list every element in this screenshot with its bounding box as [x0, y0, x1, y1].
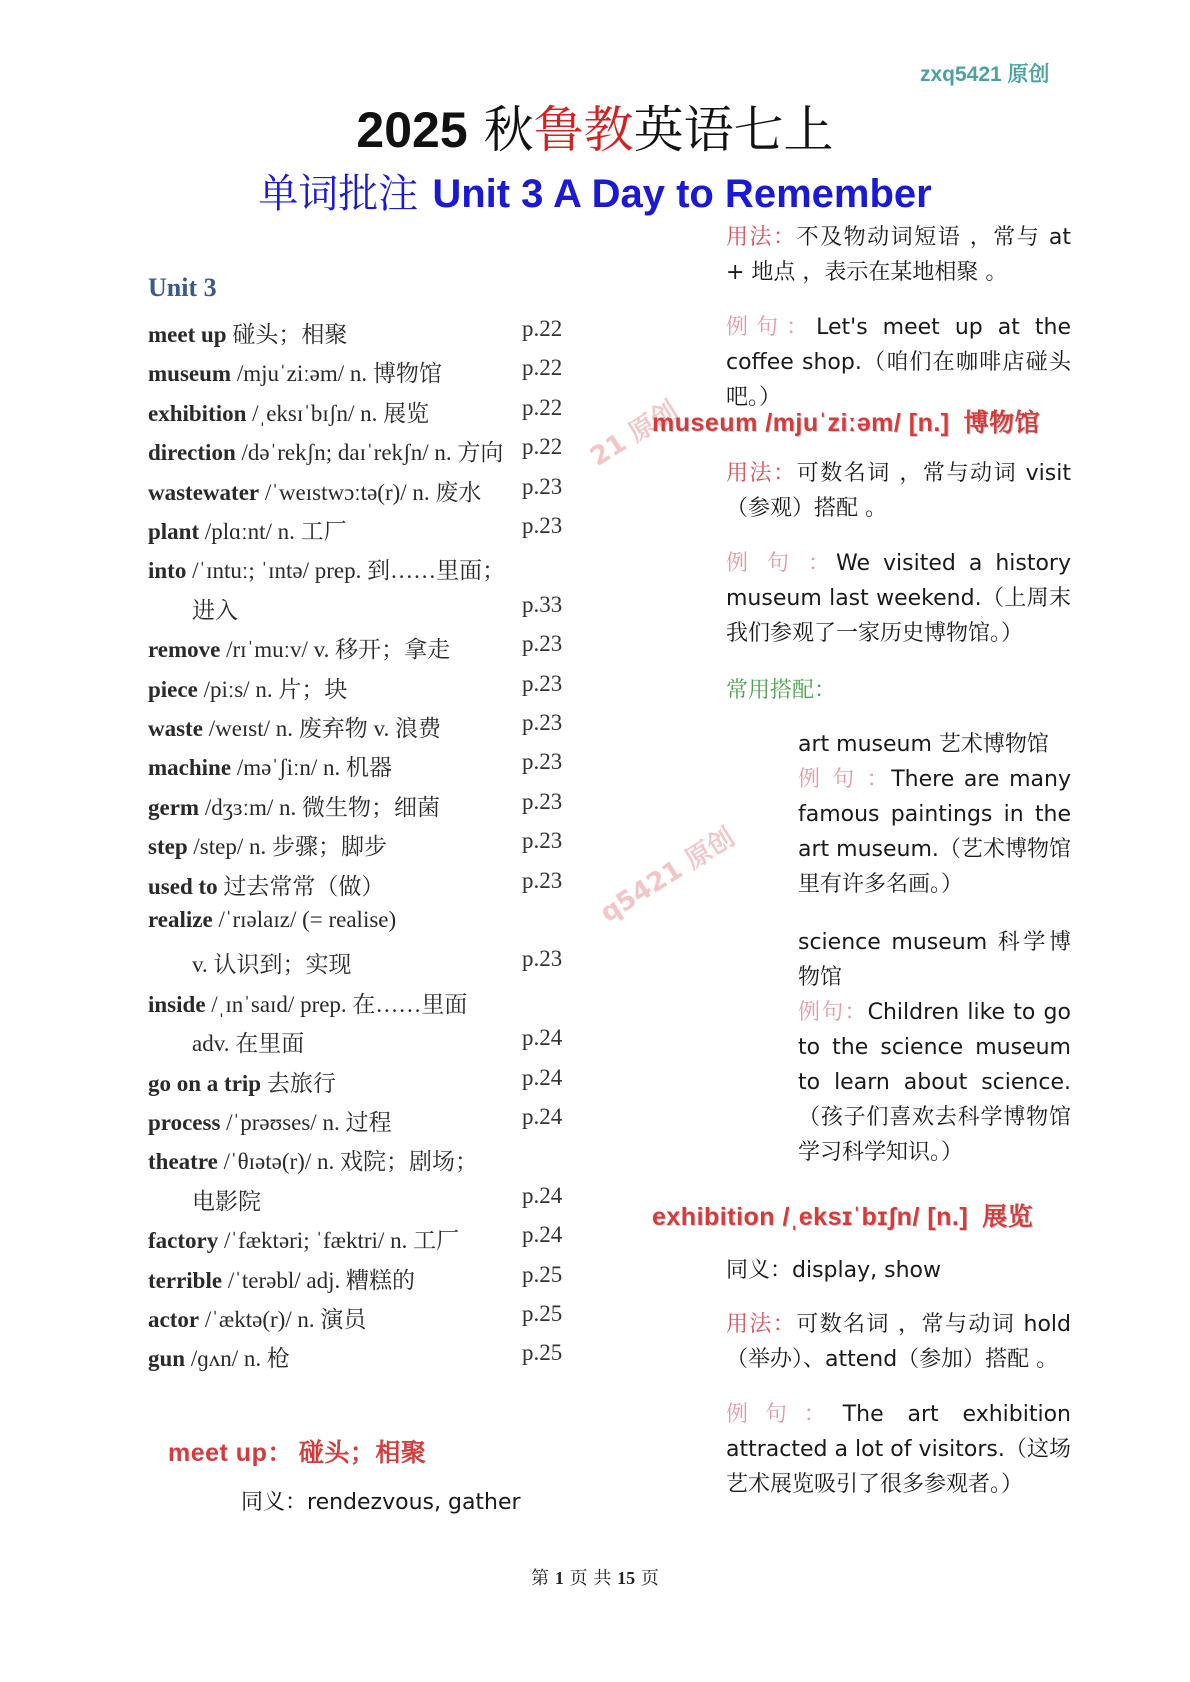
example-label: 例句： [726, 315, 817, 340]
headword-text: meet up： [168, 1439, 293, 1467]
word-headword: process [148, 1110, 221, 1135]
word-entry [148, 1262, 415, 1295]
word-entry [148, 1222, 459, 1255]
page-ref: p.22 [522, 355, 563, 380]
wordlist-heading: Unit 3 [148, 273, 217, 302]
example-label: 例 句 ： [798, 767, 892, 792]
page-ref: p.22 [522, 434, 563, 459]
word-entry [148, 986, 467, 1019]
word-definition: 碰头；相聚 [226, 322, 348, 347]
synonym-label: 同义： [726, 1258, 793, 1283]
word-headword: realize [148, 907, 213, 932]
subtitle-zh: 单词批注 [258, 171, 419, 217]
word-definition: /ˌɪnˈsaɪd/ prep. 在……里面 [205, 992, 468, 1017]
headword-text: exhibition /ˌeksɪˈbɪʃn/ [n.] [652, 1203, 969, 1231]
word-entry [148, 1065, 336, 1098]
watermark: q5421 原创 [595, 822, 741, 929]
word-headword: factory [148, 1228, 219, 1253]
page-ref: p.23 [522, 710, 563, 735]
page-ref: p.23 [522, 946, 563, 971]
word-entry [148, 474, 481, 507]
word-headword: wastewater [148, 480, 260, 505]
word-entry [148, 552, 505, 585]
word-headword: machine [148, 755, 232, 780]
page-ref: p.23 [522, 513, 563, 538]
exhibition-example [726, 1397, 1071, 1502]
museum-example [726, 546, 1071, 651]
word-definition: /ˈprəʊses/ n. 过程 [220, 1110, 392, 1135]
collocation-label: 常用搭配： [726, 678, 837, 703]
example-label: 例句： [726, 1402, 843, 1427]
word-entry [148, 789, 440, 822]
word-definition: /ˈrɪəlaɪz/ (= realise) [212, 907, 397, 932]
word-headword: meet up [148, 322, 227, 347]
headword-meet-up [168, 1433, 426, 1469]
page-ref: p.24 [522, 1065, 563, 1090]
footer-pre: 第 [531, 1568, 550, 1589]
meetup-synonym [241, 1485, 581, 1520]
page-subtitle [0, 162, 1190, 219]
word-definition: 进入 [192, 598, 238, 623]
word-entry [148, 828, 387, 861]
page-ref: p.24 [522, 1222, 563, 1247]
usage-label: 用法： [726, 1312, 797, 1337]
word-headword: museum [148, 361, 232, 386]
word-headword: remove [148, 637, 221, 662]
headword-text: museum /mjuˈziːəm/ [n.] [652, 409, 950, 437]
museum-collocations-label [726, 673, 1071, 708]
page-ref: p.33 [522, 592, 563, 617]
word-headword: piece [148, 677, 198, 702]
word-definition: /ˈæktə(r)/ n. 演员 [199, 1307, 367, 1332]
word-headword: gun [148, 1346, 186, 1371]
word-headword: step [148, 834, 188, 859]
headword-museum [652, 403, 1040, 439]
page-ref: p.23 [522, 631, 563, 656]
word-definition: /ˈweɪstwɔːtə(r)/ n. 废水 [259, 480, 482, 505]
page-ref: p.25 [522, 1340, 563, 1365]
word-headword: direction [148, 440, 236, 465]
title-year: 2025 [356, 102, 468, 158]
word-entry [148, 868, 384, 901]
word-headword: plant [148, 519, 200, 544]
word-entry [148, 1143, 478, 1176]
word-headword: terrible [148, 1268, 223, 1293]
headword-exhibition [652, 1197, 1033, 1233]
word-headword: theatre [148, 1149, 218, 1174]
example-text: The art exhibition attracted a lot of visitors.（这场艺术展览吸引了很多参观者。） [726, 1402, 1071, 1497]
page-ref: p.23 [522, 474, 563, 499]
word-entry [148, 631, 450, 664]
page-ref: p.25 [522, 1262, 563, 1287]
word-definition: /ˌeksɪˈbɪʃn/ n. 展览 [246, 401, 430, 426]
usage-label: 用法： [726, 461, 797, 486]
word-entry [148, 710, 441, 743]
word-definition: /ˈθɪətə(r)/ n. 戏院；剧场； [217, 1149, 478, 1174]
word-entry [148, 355, 442, 388]
museum-collocation-2 [798, 925, 1071, 1170]
museum-collocation-1 [798, 727, 1071, 902]
title-part-b: 鲁教 [533, 101, 634, 159]
usage-text: 可数名词 ，常与动词 visit（参观）搭配 。 [726, 461, 1071, 521]
example-label: 例 句 ： [726, 551, 837, 576]
exhibition-synonym [726, 1253, 1071, 1288]
word-definition: 去旅行 [261, 1071, 336, 1096]
word-entry [148, 395, 429, 428]
headword-meaning: 博物馆 [963, 408, 1041, 437]
word-entry [148, 316, 347, 349]
word-definition: /dʒɜːm/ n. 微生物；细菌 [199, 795, 441, 820]
word-headword: exhibition [148, 401, 247, 426]
word-definition: /ˈfæktəri; ˈfæktri/ n. 工厂 [218, 1228, 460, 1253]
page-ref: p.22 [522, 395, 563, 420]
usage-label: 用法： [726, 225, 797, 250]
word-definition: /ˈɪntuː; ˈɪntə/ prep. 到……里面； [186, 558, 506, 583]
word-entry [148, 513, 347, 546]
meetup-usage [726, 220, 1071, 290]
word-entry [192, 946, 352, 979]
usage-text: 可数名词 ，常与动词 hold（举办）、attend（参加）搭配 。 [726, 1312, 1071, 1372]
page-ref: p.23 [522, 868, 563, 893]
example-text: There are many famous paintings in the art museum.（艺术博物馆里有许多名画。） [798, 767, 1071, 897]
page-footer [0, 1564, 1190, 1590]
word-definition: /plɑːnt/ n. 工厂 [199, 519, 347, 544]
word-definition: /ˈterəbl/ adj. 糟糕的 [222, 1268, 415, 1293]
word-entry [192, 592, 238, 625]
example-text: Let's meet up at the coffee shop.（咱们在咖啡店碰头吧。） [726, 315, 1071, 410]
synonym-text: rendezvous, gather [307, 1490, 521, 1515]
word-definition: /step/ n. 步骤；脚步 [187, 834, 387, 859]
footer-page: 1 [554, 1568, 564, 1588]
word-entry [148, 1104, 391, 1137]
page-ref: p.23 [522, 789, 563, 814]
page-ref: p.24 [522, 1183, 563, 1208]
word-definition: 过去常常（做） [217, 874, 385, 899]
word-entry [192, 1025, 304, 1058]
word-entry [148, 749, 392, 782]
title-part-a: 秋 [483, 101, 534, 159]
page-ref: p.24 [522, 1104, 563, 1129]
page-ref: p.23 [522, 828, 563, 853]
collocation-text: science museum 科学博物馆 [798, 930, 1071, 990]
meetup-example [726, 310, 1071, 415]
word-entry [148, 434, 503, 467]
word-definition: /mjuˈziːəm/ n. 博物馆 [231, 361, 442, 386]
page-ref: p.23 [522, 749, 563, 774]
word-definition: /dəˈrekʃn; daɪˈrekʃn/ n. 方向 [235, 440, 504, 465]
headword-meaning: 展览 [982, 1202, 1034, 1231]
headword-meaning: 碰头；相聚 [298, 1438, 427, 1467]
example-text: Children like to go to the science museum to learn about science.（孩子们喜欢去科学博物馆学习科学知识。） [798, 1000, 1071, 1165]
word-definition: /məˈʃiːn/ n. 机器 [231, 755, 393, 780]
word-definition: /piːs/ n. 片；块 [197, 677, 348, 702]
word-definition: /ɡʌn/ n. 枪 [185, 1346, 290, 1371]
word-headword: waste [148, 716, 203, 741]
word-definition: /weɪst/ n. 废弃物 v. 浪费 [202, 716, 442, 741]
author-mark: zxq5421 原创 [920, 63, 1050, 86]
page-ref: p.25 [522, 1301, 563, 1326]
word-headword: germ [148, 795, 200, 820]
word-entry [148, 1340, 290, 1373]
collocation-text: art museum 艺术博物馆 [798, 732, 1049, 757]
word-headword: inside [148, 992, 206, 1017]
word-entry [192, 1183, 261, 1216]
footer-mid: 页 共 [569, 1568, 612, 1589]
synonym-text: display, show [792, 1258, 941, 1283]
word-definition: 电影院 [192, 1189, 261, 1214]
watermark: 21 原创 [585, 395, 684, 473]
word-headword: actor [148, 1307, 200, 1332]
usage-text: 不及物动词短语 ，常与 at + 地点 ，表示在某地相聚 。 [726, 225, 1071, 285]
example-text: We visited a history museum last weekend.（上周末我们参观了一家历史博物馆。） [726, 551, 1071, 646]
synonym-label: 同义： [241, 1490, 308, 1515]
page-ref: p.23 [522, 671, 563, 696]
word-definition: v. 认识到；实现 [192, 952, 352, 977]
title-part-c: 英语七上 [633, 101, 834, 159]
word-headword: into [148, 558, 187, 583]
word-entry [148, 907, 396, 933]
footer-total: 15 [617, 1568, 636, 1588]
page-ref: p.24 [522, 1025, 563, 1050]
word-headword: used to [148, 874, 218, 899]
exhibition-usage [726, 1307, 1071, 1377]
subtitle-en: Unit 3 A Day to Remember [432, 172, 932, 216]
word-definition: /rɪˈmuːv/ v. 移开；拿走 [220, 637, 451, 662]
word-definition: adv. 在里面 [192, 1031, 305, 1056]
footer-post: 页 [640, 1568, 659, 1589]
museum-usage [726, 456, 1071, 526]
word-entry [148, 1301, 366, 1334]
word-headword: go on a trip [148, 1071, 262, 1096]
page-ref: p.22 [522, 316, 563, 341]
page-title [0, 90, 1190, 162]
example-label: 例句： [798, 1000, 868, 1025]
word-entry [148, 671, 347, 704]
